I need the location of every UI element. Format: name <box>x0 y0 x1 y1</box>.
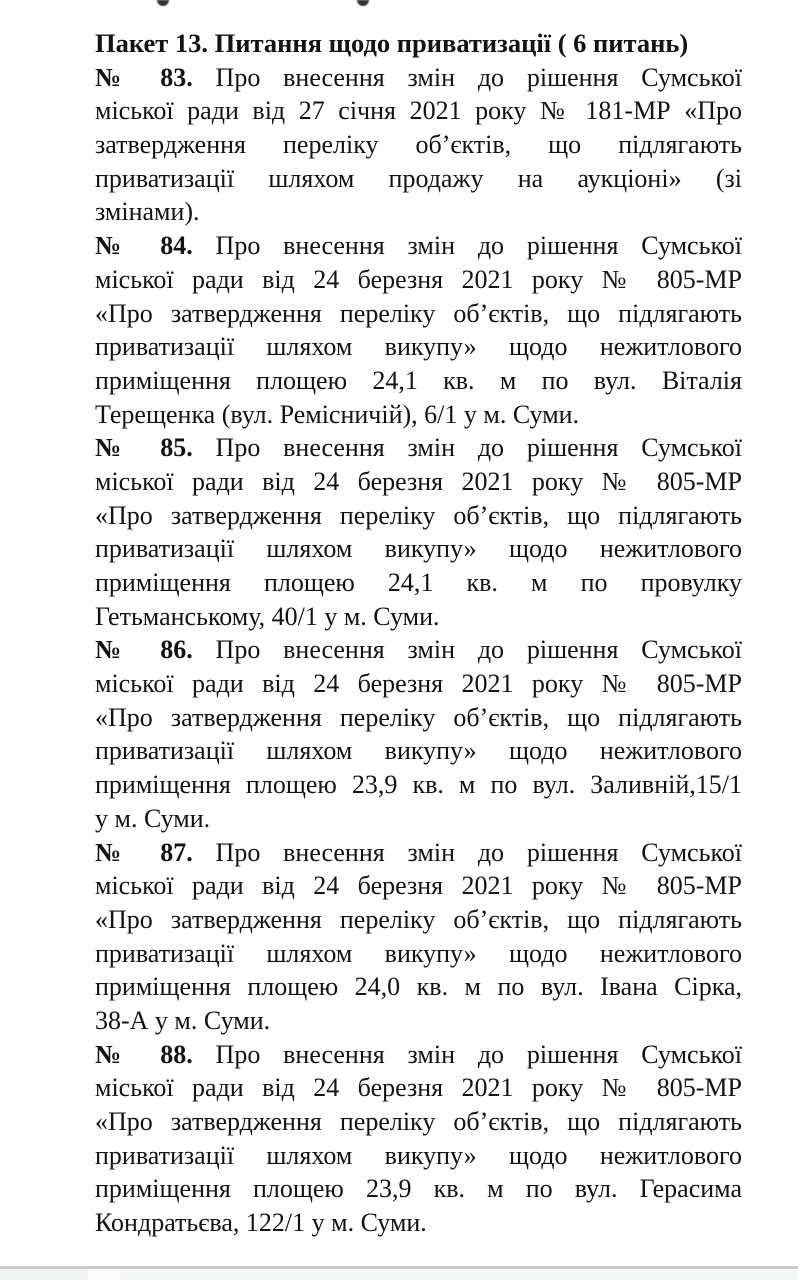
item-line: Терещенка (вул. Ремісничій), 6/1 у м. Суми. <box>95 399 580 429</box>
item-line: приватизації шляхом викупу» щодо нежитлового <box>95 736 742 766</box>
item-first-line: № 87. Про внесення змін до рішення Сумської <box>95 837 742 867</box>
footer-strip-segment <box>0 1269 88 1280</box>
item-line: приміщення площею 24,1 кв. м по вул. Віталія <box>95 365 742 395</box>
item-line: «Про затвердження переліку об’єктів, що підлягають <box>95 904 742 934</box>
item-line: змінами). <box>95 197 200 227</box>
cut-off-text-remnant <box>157 0 169 6</box>
item-line: «Про затвердження переліку об’єктів, що підлягають <box>95 298 742 328</box>
agenda-item <box>95 633 742 835</box>
item-number: № 84. <box>95 231 193 261</box>
item-line: приватизації шляхом викупу» щодо нежитлового <box>95 534 742 564</box>
cut-off-text-remnant <box>357 0 369 6</box>
item-line: приватизації шляхом продажу на аукціоні» (зі <box>95 163 742 193</box>
item-line: приватизації шляхом викупу» щодо нежитлового <box>95 938 742 968</box>
item-line: приміщення площею 23,9 кв. м по вул. Герасима <box>95 1174 742 1204</box>
document-content <box>95 27 742 1240</box>
item-first-line: № 85. Про внесення змін до рішення Сумської <box>95 433 742 463</box>
item-line: міської ради від 24 березня 2021 року № 805-МР <box>95 264 742 294</box>
agenda-items-list <box>95 61 742 1240</box>
item-line: міської ради від 24 березня 2021 року № 805-МР <box>95 669 742 699</box>
item-line: «Про затвердження переліку об’єктів, що підлягають <box>95 702 742 732</box>
item-first-line: № 83. Про внесення змін до рішення Сумської <box>95 62 742 92</box>
section-title: Пакет 13. Питання щодо приватизації ( 6 питань) <box>95 28 689 58</box>
viewer-footer-strip <box>0 1269 798 1280</box>
agenda-item <box>95 61 742 229</box>
footer-strip-segment <box>88 1269 120 1280</box>
agenda-item <box>95 836 742 1038</box>
item-line: приватизації шляхом викупу» щодо нежитлового <box>95 332 742 362</box>
item-number: № 83. <box>95 62 193 92</box>
item-line: міської ради від 24 березня 2021 року № 805-МР <box>95 1073 742 1103</box>
item-number: № 87. <box>95 837 193 867</box>
item-line: «Про затвердження переліку об’єктів, що підлягають <box>95 1107 742 1136</box>
item-line: затвердження переліку об’єктів, що підлягають <box>95 130 742 160</box>
item-line: Гетьманському, 40/1 у м. Суми. <box>95 601 440 631</box>
item-line: міської ради від 24 березня 2021 року № 805-МР <box>95 466 742 496</box>
item-number: № 85. <box>95 433 193 463</box>
item-line: 38-А у м. Суми. <box>95 1005 271 1035</box>
item-line: міської ради від 27 січня 2021 року № 181-МР «Про <box>95 96 742 126</box>
item-line: приміщення площею 24,1 кв. м по провулку <box>95 568 742 597</box>
item-line: «Про затвердження переліку об’єктів, що підлягають <box>95 500 742 530</box>
item-line: приміщення площею 24,0 кв. м по вул. Івана Сірка, <box>95 972 742 1002</box>
agenda-item <box>95 431 742 633</box>
item-first-line: № 86. Про внесення змін до рішення Сумської <box>95 635 742 665</box>
item-number: № 88. <box>95 1039 193 1069</box>
item-line: приміщення площею 23,9 кв. м по вул. Заливній,15/1 <box>95 770 742 800</box>
item-first-line: № 88. Про внесення змін до рішення Сумської <box>95 1039 742 1069</box>
item-line: у м. Суми. <box>95 803 211 833</box>
item-first-line: № 84. Про внесення змін до рішення Сумської <box>95 231 742 261</box>
item-line: Кондратьєва, 122/1 у м. Суми. <box>95 1208 427 1238</box>
item-line: приватизації шляхом викупу» щодо нежитлового <box>95 1140 742 1170</box>
item-number: № 86. <box>95 635 193 665</box>
agenda-item <box>95 1038 742 1240</box>
agenda-item <box>95 229 742 431</box>
item-line: міської ради від 24 березня 2021 року № 805-МР <box>95 871 742 901</box>
